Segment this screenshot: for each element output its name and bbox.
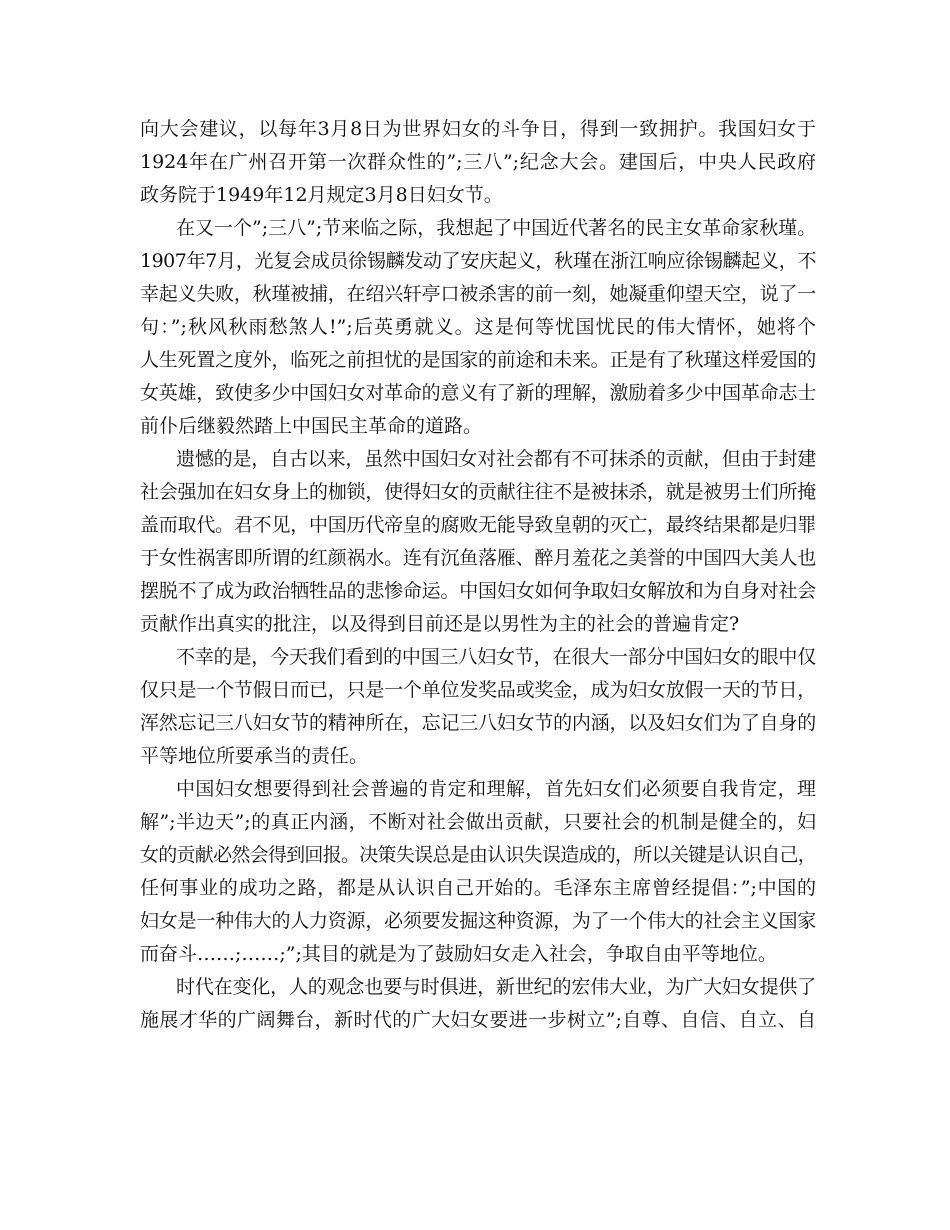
paragraph-first-line: 在又一个”;三八”;节来临之际，我想起了中国近代著名的民主女革命家秋瑾。 — [176, 217, 817, 239]
text-line: 任何事业的成功之路，都是从认识自己开始的。毛泽东主席曾经提倡：”;中国的 — [140, 877, 816, 899]
text-line: 施展才华的广阔舞台，新时代的广大妇女要进一步树立”;自尊、自信、自立、自 — [140, 1009, 816, 1031]
text-line: 社会强加在妇女身上的枷锁，使得妇女的贡献往往不是被抹杀，就是被男士们所掩 — [140, 481, 816, 503]
text-line: 浑然忘记三八妇女节的精神所在，忘记三八妇女节的内涵，以及妇女们为了自身的 — [140, 712, 816, 734]
text-line: 盖而取代。君不见，中国历代帝皇的腐败无能导致皇朝的灭亡，最终结果都是归罪 — [140, 514, 816, 536]
text-line: 人生死置之度外，临死之前担忧的是国家的前途和未来。正是有了秋瑾这样爱国的 — [140, 349, 816, 371]
paragraph-first-line: 时代在变化，人的观念也要与时俱进，新世纪的宏伟大业，为广大妇女提供了 — [176, 976, 816, 998]
text-line: 于女性祸害即所谓的红颜祸水。连有沉鱼落雁、醉月羞花之美誉的中国四大美人也 — [140, 547, 816, 569]
text-line: 女英雄，致使多少中国妇女对革命的意义有了新的理解，激励着多少中国革命志士 — [140, 382, 816, 404]
text-line: 1924年在广州召开第一次群众性的”;三八”;纪念大会。建国后，中央人民政府 — [140, 151, 816, 173]
text-line: 平等地位所要承当的责任。 — [140, 745, 369, 767]
text-line: 贡献作出真实的批注，以及得到目前还是以男性为主的社会的普遍肯定? — [140, 613, 740, 635]
text-line: 政务院于1949年12月规定3月8日妇女节。 — [140, 184, 503, 206]
text-line: 解”;半边天”;的真正内涵，不断对社会做出贡献，只要社会的机制是健全的，妇 — [140, 811, 816, 833]
text-line: 摆脱不了成为政治牺牲品的悲惨命运。中国妇女如何争取妇女解放和为自身对社会 — [140, 580, 816, 602]
document-body — [140, 113, 816, 1037]
text-line: 而奋斗……;……;”;其目的就是为了鼓励妇女走入社会，争取自由平等地位。 — [140, 943, 777, 965]
text-line: 前仆后继毅然踏上中国民主革命的道路。 — [140, 415, 483, 437]
text-line: 幸起义失败，秋瑾被捕，在绍兴轩亭口被杀害的前一刻，她凝重仰望天空，说了一 — [140, 283, 816, 305]
paragraph-first-line: 中国妇女想要得到社会普遍的肯定和理解，首先妇女们必须要自我肯定，理 — [176, 778, 816, 800]
text-line: 向大会建议，以每年3月8日为世界妇女的斗争日，得到一致拥护。我国妇女于 — [140, 118, 816, 140]
text-line: 女的贡献必然会得到回报。决策失误总是由认识失误造成的，所以关键是认识自己， — [140, 844, 816, 866]
text-line: 句：”;秋风秋雨愁煞人!”;后英勇就义。这是何等忧国忧民的伟大情怀，她将个 — [140, 316, 816, 338]
text-line: 妇女是一种伟大的人力资源，必须要发掘这种资源，为了一个伟大的社会主义国家 — [140, 910, 816, 932]
paragraph-first-line: 遗憾的是，自古以来，虽然中国妇女对社会都有不可抹杀的贡献，但由于封建 — [176, 448, 816, 470]
text-line: 1907年7月，光复会成员徐锡麟发动了安庆起义，秋瑾在浙江响应徐锡麟起义，不 — [140, 250, 816, 272]
text-line: 仅只是一个节假日而已，只是一个单位发奖品或奖金，成为妇女放假一天的节日， — [140, 679, 816, 701]
paragraph-first-line: 不幸的是，今天我们看到的中国三八妇女节，在很大一部分中国妇女的眼中仅 — [176, 646, 816, 668]
